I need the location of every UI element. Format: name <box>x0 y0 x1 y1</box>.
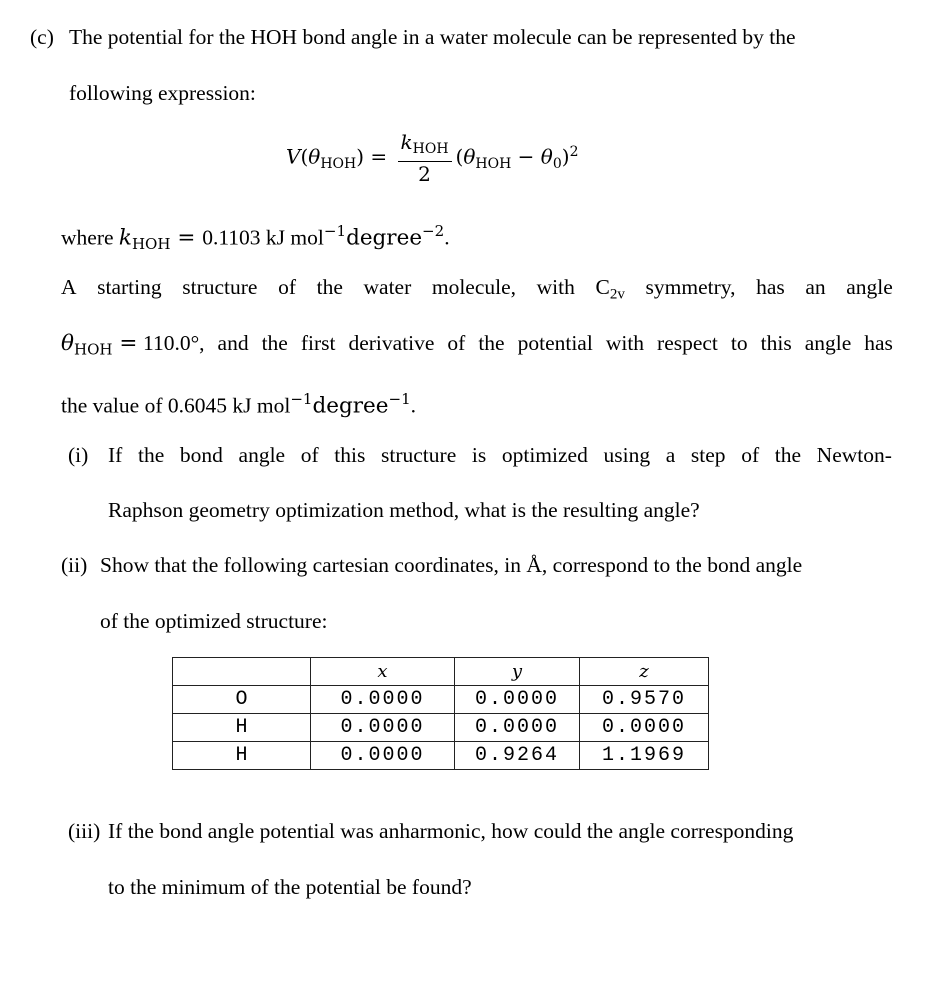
q2-line1: Show that the following cartesian coordinates, in Å, correspond to the bond angle <box>100 553 803 577</box>
starting-theta: $\theta_{HOH}$ = <box>61 331 138 359</box>
x-cell: 0.0000 <box>311 714 455 742</box>
header-z: z <box>580 658 709 686</box>
z-cell: 0.0000 <box>580 714 709 742</box>
table-row <box>173 686 709 714</box>
y-cell: 0.9264 <box>455 742 580 770</box>
part-c-intro-line1: The potential for the HOH bond angle in a water molecule can be represented by the <box>69 25 796 49</box>
header-atom <box>173 658 311 686</box>
y-cell: 0.0000 <box>455 714 580 742</box>
atom-cell: O <box>173 686 311 714</box>
z-cell: 1.1969 <box>580 742 709 770</box>
q2-label: (ii) <box>61 553 88 577</box>
part-c-intro-line2: following expression: <box>69 81 256 105</box>
x-cell: 0.0000 <box>311 742 455 770</box>
q1-line1: If the bond angle of this structure is optimized using a step of the Newton- <box>108 443 892 467</box>
q3-label: (iii) <box>68 819 101 843</box>
y-cell: 0.0000 <box>455 686 580 714</box>
q3-line2: to the minimum of the potential be found? <box>108 875 472 899</box>
header-y: y <box>455 658 580 686</box>
part-c-label: (c) <box>30 25 54 49</box>
atom-cell: H <box>173 742 311 770</box>
q1-line2: Raphson geometry optimization method, what is the resulting angle? <box>108 498 700 522</box>
coordinates-table <box>172 657 709 770</box>
q3-line1: If the bond angle potential was anharmonic, how could the angle corresponding <box>108 819 794 843</box>
atom-cell: H <box>173 714 311 742</box>
starting-structure-line2: 110.0°, and the first derivative of the potential with respect to this angle has <box>143 331 893 355</box>
x-cell: 0.0000 <box>311 686 455 714</box>
z-cell: 0.9570 <box>580 686 709 714</box>
formula-fraction: $\frac{k_{HOH}}{2}$ <box>398 130 452 186</box>
q2-line2: of the optimized structure: <box>100 609 328 633</box>
table-row <box>173 742 709 770</box>
where-line: where $k_{HOH} = 0.1103$ kJ mol$^{-1}$degree$^{-2}$. <box>61 222 450 253</box>
table-row <box>173 714 709 742</box>
header-x: x <box>311 658 455 686</box>
table-header-row <box>173 658 709 686</box>
potential-formula: $V(\theta_{HOH})$ = $\frac{k_{HOH}}{2}$ $(\theta_{HOH} - \theta_0)^2$ <box>286 130 579 187</box>
starting-structure-line3: the value of 0.6045 kJ mol$^{-1}$degree$^{-1}$. <box>61 390 417 419</box>
q1-label: (i) <box>68 443 89 467</box>
starting-structure-line1: A starting structure of the water molecule, with $C_{2v}$ symmetry, has an angle <box>61 275 893 303</box>
